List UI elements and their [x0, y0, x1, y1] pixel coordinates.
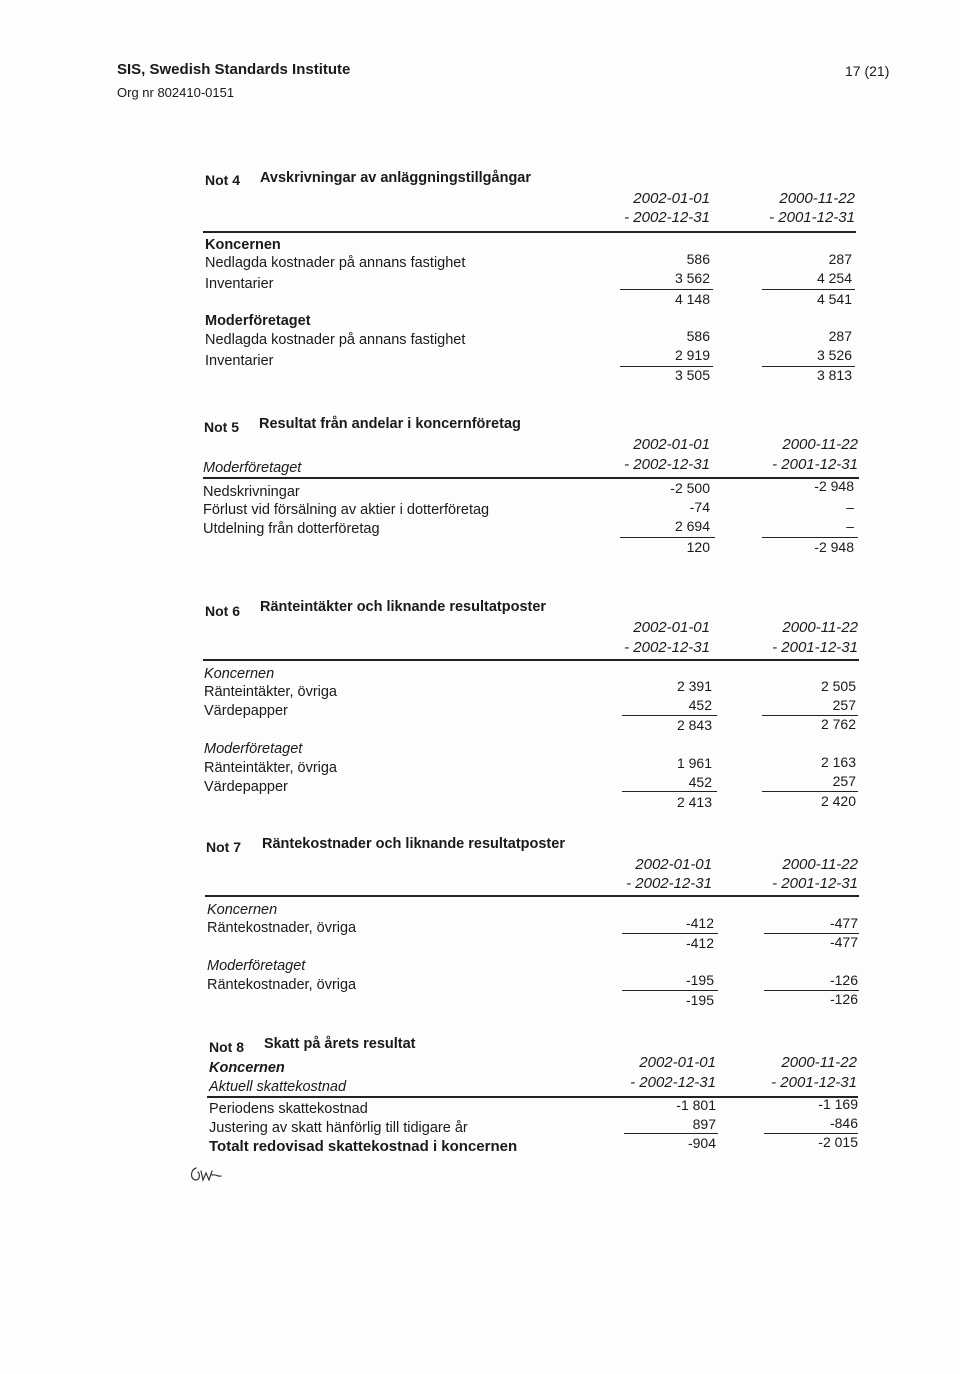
note-title: Avskrivningar av anläggningstillgångar [260, 170, 532, 186]
section-label: Koncernen [209, 1060, 285, 1076]
total-value-p1: -412 [685, 935, 714, 951]
header-rule [205, 895, 859, 897]
row-value-p1: 3 562 [674, 270, 710, 286]
row-value-p1: 2 694 [674, 518, 710, 534]
row-label: Inventarier [205, 276, 274, 292]
sum-rule [762, 289, 855, 290]
sum-rule [620, 289, 713, 290]
organization-name: SIS, Swedish Standards Institute [117, 61, 351, 78]
note-title: Resultat från andelar i koncernföretag [259, 416, 521, 432]
total-value-p2: 3 813 [816, 367, 852, 383]
header-rule [203, 477, 859, 479]
period-2-start: 2000-11-22 [782, 619, 858, 636]
total-value-p1: -904 [687, 1135, 716, 1151]
period-2-end: - 2001-12-31 [769, 209, 855, 226]
row-value-p1: 1 961 [676, 755, 712, 771]
period-1-end: - 2002-12-31 [624, 209, 710, 226]
section-label: Koncernen [205, 237, 281, 253]
sum-rule [622, 990, 718, 991]
row-value-p2: -846 [829, 1115, 858, 1131]
total-value-p1: -195 [685, 992, 714, 1008]
signature-initials [188, 1162, 228, 1186]
row-label: Inventarier [205, 353, 274, 369]
total-value-p2: 2 762 [820, 716, 856, 732]
total-value-p2: 2 420 [820, 793, 856, 809]
section-label: Moderföretaget [207, 958, 306, 974]
period-2-end: - 2001-12-31 [772, 456, 858, 473]
period-1-end: - 2002-12-31 [624, 456, 710, 473]
row-value-p2: 257 [832, 773, 856, 789]
row-value-p2: -1 169 [818, 1096, 858, 1112]
row-label: Värdepapper [204, 703, 288, 719]
row-value-p2: -126 [829, 972, 858, 988]
period-1-start: 2002-01-01 [635, 856, 712, 873]
row-value-p1: -74 [689, 499, 710, 515]
note-title: Skatt på årets resultat [264, 1036, 416, 1052]
total-value-p1: 2 843 [676, 717, 712, 733]
period-1-start: 2002-01-01 [639, 1054, 716, 1071]
sum-rule [622, 791, 717, 792]
row-label: Utdelning från dotterföretag [203, 521, 380, 537]
row-value-p2: 257 [832, 697, 856, 713]
total-value-p1: 120 [686, 539, 710, 555]
row-value-p2: -477 [829, 915, 858, 931]
row-label: Ränteintäkter, övriga [204, 760, 337, 776]
organization-number: Org nr 802410-0151 [117, 85, 235, 100]
note-title: Räntekostnader och liknande resultatposter [262, 836, 565, 852]
note-number: Not 4 [205, 172, 240, 188]
period-2-start: 2000-11-22 [782, 856, 858, 873]
row-value-p2: 4 254 [816, 270, 852, 286]
subsection-label: Aktuell skattekostnad [209, 1079, 347, 1095]
row-value-p2: 287 [828, 251, 852, 267]
section-label: Moderföretaget [204, 741, 303, 757]
period-2-end: - 2001-12-31 [772, 875, 858, 892]
row-value-p1: 452 [688, 774, 712, 790]
period-2-end: - 2001-12-31 [771, 1074, 857, 1091]
sum-rule [624, 1133, 718, 1134]
row-value-p1: -1 801 [676, 1097, 716, 1113]
row-value-p2: 3 526 [816, 347, 852, 363]
total-value-p1: 2 413 [676, 794, 712, 810]
total-value-p2: -477 [829, 934, 858, 950]
note-title: Ränteintäkter och liknande resultatposter [260, 599, 547, 615]
row-label: Räntekostnader, övriga [207, 977, 357, 993]
row-value-p2: – [846, 518, 854, 534]
period-1-start: 2002-01-01 [633, 619, 710, 636]
row-value-p2: 2 163 [820, 754, 856, 770]
sum-rule [762, 791, 858, 792]
period-1-start: 2002-01-01 [633, 190, 710, 207]
row-label: Förlust vid försälning av aktier i dotterföretag [203, 502, 490, 518]
note-number: Not 5 [204, 419, 239, 435]
row-value-p1: -412 [685, 915, 714, 931]
period-2-start: 2000-11-22 [779, 190, 855, 207]
period-2-start: 2000-11-22 [782, 436, 858, 453]
section-label: Moderföretaget [205, 313, 311, 329]
header-rule [207, 1096, 858, 1098]
period-1-end: - 2002-12-31 [624, 639, 710, 656]
period-2-start: 2000-11-22 [781, 1054, 857, 1071]
row-value-p1: 452 [688, 697, 712, 713]
page-number: 17 (21) [845, 63, 890, 79]
sum-rule [762, 537, 858, 538]
row-label: Ränteintäkter, övriga [204, 684, 337, 700]
sum-rule [622, 715, 717, 716]
section-label: Koncernen [207, 902, 278, 918]
section-label: Moderföretaget [203, 460, 302, 476]
row-label: Justering av skatt hänförlig till tidigare år [209, 1120, 468, 1136]
row-value-p1: -195 [685, 972, 714, 988]
row-value-p2: 2 505 [820, 678, 856, 694]
row-value-p1: 897 [692, 1116, 716, 1132]
row-label: Värdepapper [204, 779, 288, 795]
period-1-end: - 2002-12-31 [630, 1074, 716, 1091]
note-number: Not 6 [205, 603, 240, 619]
row-label: Nedlagda kostnader på annans fastighet [205, 255, 466, 271]
header-rule [203, 659, 859, 661]
row-value-p1: 2 391 [676, 678, 712, 694]
total-value-p2: -126 [829, 991, 858, 1007]
total-value-p2: -2 948 [814, 539, 854, 555]
row-value-p1: 2 919 [674, 347, 710, 363]
total-value-p2: 4 541 [816, 291, 852, 307]
row-label: Nedskrivningar [203, 484, 300, 500]
period-2-end: - 2001-12-31 [772, 639, 858, 656]
row-label: Periodens skattekostnad [209, 1101, 368, 1117]
total-value-p2: -2 015 [818, 1134, 858, 1150]
row-value-p1: 586 [686, 251, 710, 267]
sum-rule [620, 537, 715, 538]
sum-rule [622, 933, 718, 934]
total-value-p1: 3 505 [674, 367, 710, 383]
row-label: Räntekostnader, övriga [207, 920, 357, 936]
row-value-p2: – [846, 499, 854, 515]
header-rule [203, 231, 856, 233]
total-value-p1: 4 148 [674, 291, 710, 307]
row-value-p1: 586 [686, 328, 710, 344]
note-number: Not 7 [206, 839, 241, 855]
total-label: Totalt redovisad skattekostnad i koncernen [209, 1138, 518, 1155]
row-value-p2: -2 948 [814, 478, 854, 494]
period-1-end: - 2002-12-31 [626, 875, 712, 892]
row-label: Nedlagda kostnader på annans fastighet [205, 332, 466, 348]
period-1-start: 2002-01-01 [633, 436, 710, 453]
section-label: Koncernen [204, 666, 275, 682]
row-value-p1: -2 500 [670, 480, 710, 496]
row-value-p2: 287 [828, 328, 852, 344]
note-number: Not 8 [209, 1039, 244, 1055]
